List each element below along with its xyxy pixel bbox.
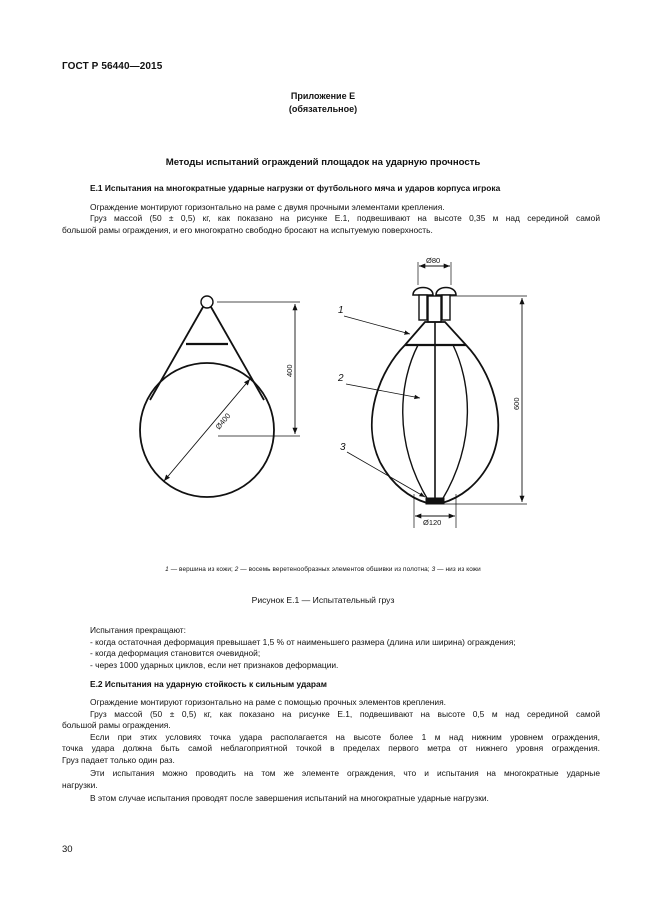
top-diameter-label: Ø80 — [426, 256, 441, 265]
section-e2-paragraph-2-line-2: большой рамы ограждения. — [62, 720, 171, 730]
legend-num-3: 3 — [431, 566, 436, 573]
legend-num-2: 2 — [234, 566, 239, 573]
main-heading: Методы испытаний ограждений площадок на ударную прочность — [165, 157, 481, 168]
callout-2-label: 2 — [338, 373, 344, 384]
legend-text-2: — восемь веретенообразных элементов обшивки из полотна; — [238, 566, 432, 573]
left-diameter-label: Ø400 — [213, 411, 233, 432]
standard-code: ГОСТ Р 56440—2015 — [62, 61, 163, 72]
left-height-label: 400 — [285, 364, 294, 377]
figure-caption: Рисунок Е.1 — Испытательный груз — [251, 595, 395, 605]
bottom-leather — [426, 498, 444, 504]
stop-condition-item-1: - когда остаточная деформация превышает 1,5 % от наименьшего размера (длина или ширина) ограждения; — [90, 636, 516, 647]
page-number: 30 — [62, 844, 73, 855]
appendix-status: (обязательное) — [288, 104, 358, 114]
callout-3-leader — [347, 452, 425, 497]
legend-text-1: — вершина из кожи; — [168, 566, 235, 573]
section-e1-paragraph-2-line-1: Груз массой (50 ± 0,5) кг, как показано на рисунке Е.1, подвешивают на высоте 0,35 м над серединой самой — [90, 213, 600, 223]
stop-conditions-intro: Испытания прекращают: — [90, 625, 186, 635]
stop-condition-item-2: - когда деформация становится очевидной; — [90, 648, 261, 658]
section-e2-heading: Е.2 Испытания на ударную стойкость к сильным ударам — [90, 679, 327, 689]
bottom-diameter-label: Ø120 — [423, 518, 442, 527]
gore-seam-right — [442, 345, 467, 500]
callout-3-label: 3 — [340, 442, 346, 453]
section-e2-paragraph-4-line-1: Эти испытания можно проводить на том же элементе ограждения, что и испытания на многократные ударные — [90, 768, 600, 778]
stop-condition-item-3: - через 1000 ударных циклов, если нет признаков деформации. — [90, 659, 339, 670]
left-weight-drawing — [140, 296, 300, 497]
section-e2-paragraph-2-line-1: Груз массой (50 ± 0,5) кг, как показано на рисунке Е.1, подвешивают на высоте 0,5 м над серединой самой — [90, 708, 600, 719]
gore-seam-left — [403, 345, 428, 500]
right-height-label: 600 — [512, 397, 521, 410]
legend-num-1: 1 — [165, 566, 169, 573]
section-e2-paragraph-4-line-2: нагрузки. — [62, 779, 98, 790]
figure-legend — [0, 566, 646, 573]
callout-1-leader — [344, 316, 410, 334]
section-e1-paragraph-2-line-2: большой рамы ограждения, и его многократно свободно бросают на испытуемую поверхность. — [62, 224, 433, 235]
section-e2-paragraph-3-line-2: точка удара должна быть самой неблагоприятной точкой в пределах первого метра от нижнего уровня ограждения. — [62, 743, 600, 753]
legend-text-3: — низ из кожи — [435, 566, 481, 573]
section-e2-paragraph-5: В этом случае испытания проводят после завершения испытаний на многократные ударные нагрузки. — [90, 793, 489, 803]
section-e1-paragraph-1: Ограждение монтируют горизонтально на раме с двумя прочными элементами крепления. — [90, 202, 445, 212]
left-diameter-line — [164, 379, 250, 481]
left-hook-ring — [201, 296, 213, 308]
section-e2-paragraph-3-line-1: Если при этих условиях точка удара располагается на высоте более 1 м над нижним уровнем ограждения, — [90, 731, 600, 742]
section-e2-paragraph-1: Ограждение монтируют горизонтально на раме с помощью прочных элементов крепления. — [90, 697, 446, 707]
section-e2-paragraph-3-line-3: Груз падает только один раз. — [62, 754, 175, 765]
appendix-label: Приложение Е — [290, 91, 356, 101]
section-e1-heading: Е.1 Испытания на многократные ударные нагрузки от футбольного мяча и ударов корпуса игрока — [90, 183, 501, 193]
right-weight-drawing — [344, 262, 527, 528]
callout-2-leader — [346, 384, 420, 398]
top-leather-cap — [413, 288, 456, 323]
callout-1-label: 1 — [338, 305, 344, 316]
